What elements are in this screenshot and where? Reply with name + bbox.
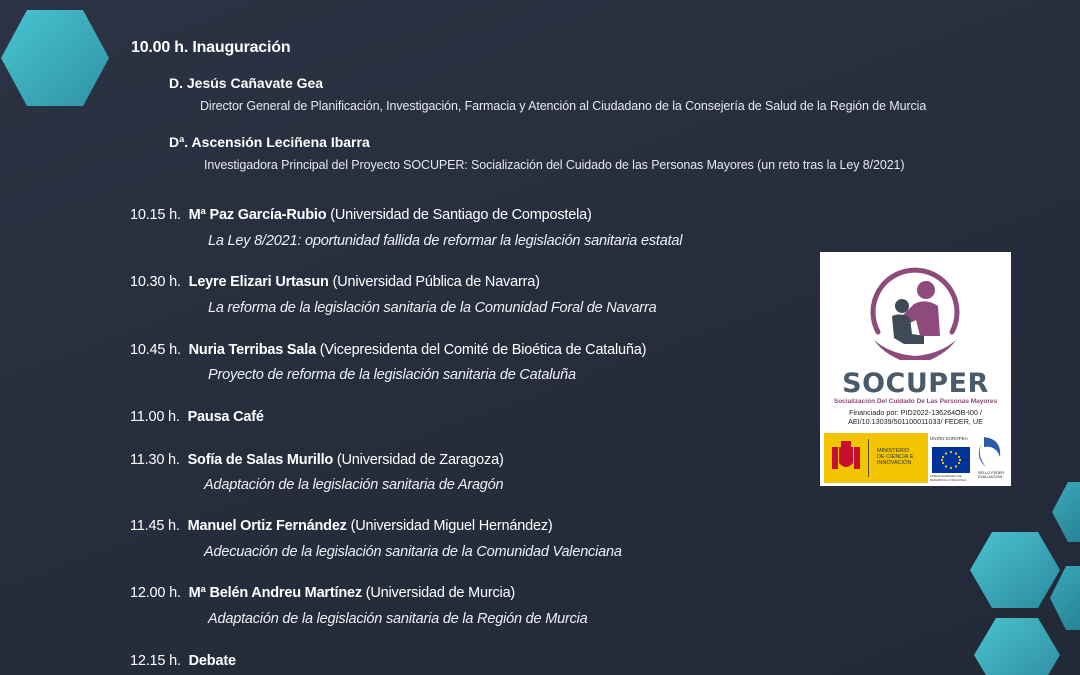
agenda-talk-title: Adaptación de la legislación sanitaria de Aragón — [204, 477, 504, 493]
seal-label: SELLO FEDER EVALUACIÓN — [978, 471, 1005, 479]
agenda-talk-title: La Ley 8/2021: oportunidad fallida de reformar la legislación sanitaria estatal — [208, 233, 683, 249]
ministry-label: MINISTERIO DE CIENCIA E INNOVACIÓN — [877, 448, 914, 466]
agenda-talk-title: Proyecto de reforma de la legislación sanitaria de Cataluña — [208, 367, 576, 383]
agenda-speaker: Leyre Elizari Urtasun — [188, 274, 329, 290]
agenda-speaker: Nuria Terribas Sala — [188, 342, 316, 358]
agenda-speaker: Manuel Ortiz Fernández — [187, 518, 347, 534]
funding-text — [820, 408, 1011, 426]
agenda-speaker: Mª Paz García-Rubio — [188, 207, 327, 223]
agenda-time: 11.45 h. — [130, 518, 180, 534]
agenda-time: 11.00 h. — [130, 409, 180, 425]
agenda-speaker: Pausa Café — [187, 409, 264, 425]
socuper-subtitle: Socialización Del Cuidado De Las Personas Mayores — [833, 398, 998, 405]
agenda-item — [130, 274, 540, 290]
opening-speaker-name: Dª. Ascensión Leciñena Ibarra — [169, 134, 370, 150]
socuper-wordmark: SOCUPER — [842, 368, 989, 399]
agenda-item — [130, 207, 592, 223]
agenda-item — [130, 452, 504, 468]
agenda-affiliation: (Universidad de Murcia) — [365, 585, 516, 601]
agenda-affiliation: (Universidad de Zaragoza) — [336, 452, 504, 468]
opening-speaker-role: Director General de Planificación, Investigación, Farmacia y Atención al Ciudadano de la Consejería de Salud de la Región de Murcia — [200, 99, 927, 113]
agenda-item — [130, 518, 553, 534]
opening-speaker-name: D. Jesús Cañavate Gea — [169, 75, 324, 91]
feder-label: FONDO EUROPEO DE DESARROLLO REGIONAL — [930, 474, 967, 482]
funding-line: AEI/10.13039/501100011033/ FEDER, UE — [848, 417, 983, 426]
agenda-affiliation: (Universidad Pública de Navarra) — [332, 274, 540, 290]
funding-line: Financiado por: PID2022-136264OB-I00 / — [849, 408, 982, 417]
agenda-speaker: Sofía de Salas Murillo — [187, 452, 334, 468]
agenda-time: 12.00 h. — [130, 585, 181, 601]
socuper-emblem-icon — [860, 260, 970, 370]
agenda-speaker: Debate — [188, 653, 236, 669]
agenda-item — [130, 342, 646, 358]
agenda-talk-title: Adecuación de la legislación sanitaria de la Comunidad Valenciana — [204, 544, 622, 560]
agenda-speaker: Mª Belén Andreu Martínez — [188, 585, 362, 601]
hexagon-cluster-bottom-right-decoration — [970, 480, 1080, 675]
agenda-time: 10.30 h. — [130, 274, 181, 290]
agenda-time: 11.30 h. — [130, 452, 180, 468]
agenda-talk-title: Adaptación de la legislación sanitaria de la Región de Murcia — [208, 611, 588, 627]
eu-label: UNIÓN EUROPEA — [930, 436, 968, 441]
agenda-time: 10.15 h. — [130, 207, 181, 223]
agenda-item — [130, 409, 264, 425]
agenda-talk-title: La reforma de la legislación sanitaria de la Comunidad Foral de Navarra — [208, 300, 657, 316]
agenda-time: 12.15 h. — [130, 653, 181, 669]
agenda-affiliation: (Universidad de Santiago de Compostela) — [330, 207, 592, 223]
opening-speaker-role: Investigadora Principal del Proyecto SOCUPER: Socialización del Cuidado de las Personas Mayores (un reto tras la Ley 8/2021) — [204, 158, 905, 172]
agenda-time: 10.45 h. — [130, 342, 181, 358]
agenda-item — [130, 585, 515, 601]
agenda-affiliation: (Universidad Miguel Hernández) — [350, 518, 553, 534]
socuper-logo-card — [820, 252, 1011, 486]
opening-time-title: 10.00 h. Inauguración — [131, 39, 291, 56]
agenda-affiliation: (Vicepresidenta del Comité de Bioética de Cataluña) — [319, 342, 647, 358]
agenda-item — [130, 653, 236, 669]
feder-seal-icon — [979, 437, 1000, 467]
